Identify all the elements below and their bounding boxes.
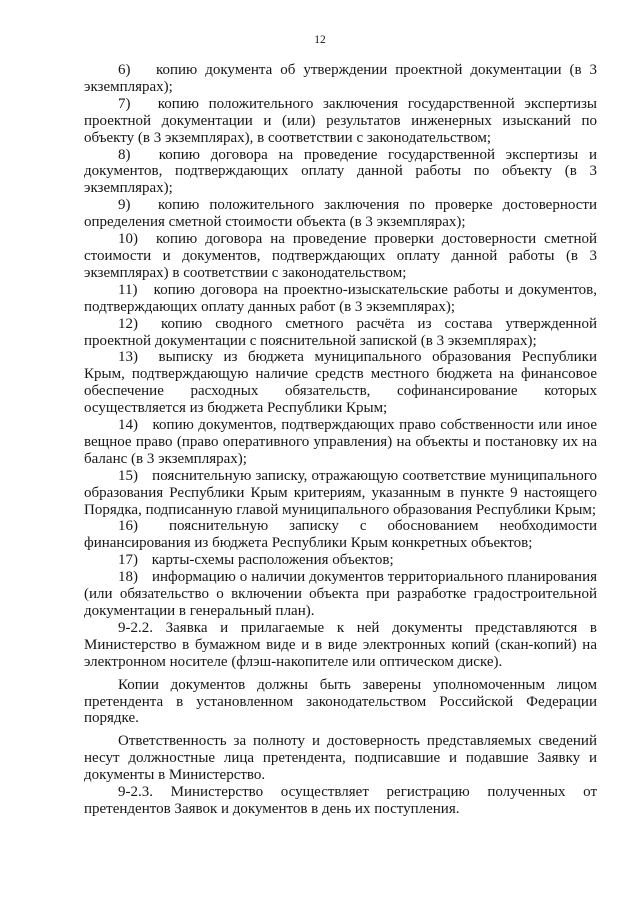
item-text: копию сводного сметного расчёта из состава утвержденной проектной документации с пояснительной запиской (в 3 экземплярах);: [84, 315, 597, 349]
paragraph-9-2-3: 9-2.3. Министерство осуществляет регистрацию полученных от претендентов Заявок и документов в день их поступления.: [84, 784, 597, 817]
list-item-18: [84, 569, 597, 620]
list-item-14: [84, 417, 597, 468]
item-number: 7): [118, 95, 131, 112]
item-text: карты-схемы расположения объектов;: [151, 552, 394, 569]
item-number: 10): [118, 231, 138, 248]
item-number: 8): [118, 146, 131, 163]
list-item-11: [84, 282, 597, 316]
item-number: 14): [118, 417, 138, 434]
list-item-10: [84, 231, 597, 282]
list-item-13: [84, 349, 597, 417]
item-number: 6): [118, 62, 131, 78]
item-number: 18): [118, 569, 138, 586]
list-item-15: [84, 468, 597, 519]
page-number: 12: [314, 34, 326, 46]
item-text: копию положительного заключения государственной экспертизы проектной документации и (или) результатов инженерных изысканий по объекту (в 3 экземплярах), в соответствии с законодательством;: [84, 95, 597, 146]
list-item-9: [84, 197, 597, 231]
paragraph-9-2-2: 9-2.2. Заявка и прилагаемые к ней документы представляются в Министерство в бумажном виде и в виде электронных копий (скан-копий) на электронном носителе (флэш-накопителе или оптическом диске).: [84, 619, 597, 670]
item-text: копию договора на проведение государственной экспертизы и документов, подтверждающих оплату данной работы по объекту (в 3 экземплярах);: [84, 146, 597, 197]
item-text: пояснительную записку с обоснованием необходимости финансирования из бюджета Республики Крым конкретных объектов;: [84, 518, 598, 552]
list-item-8: [84, 147, 597, 198]
item-number: 15): [118, 467, 138, 484]
list-item-17: [84, 552, 597, 569]
item-text: информацию о наличии документов территориального планирования (или обязательство о включении объекта при разработке градостроительной документации в генеральный план).: [84, 569, 597, 619]
document-body: [84, 62, 597, 818]
item-number: 9): [118, 197, 131, 214]
list-item-7: [84, 96, 597, 147]
paragraph-responsibility: Ответственность за полноту и достоверность представляемых сведений несут должностные лица претендента, подписавшие и подавшие Заявку и документы в Министерство.: [84, 733, 597, 784]
item-text: копию договора на проектно-изыскательские работы и документов, подтверждающих оплату данных работ (в 3 экземплярах);: [84, 281, 598, 315]
item-number: 16): [118, 518, 138, 535]
item-text: копию документов, подтверждающих право собственности или иное вещное право (право оперативного управления) на объекты и постановку их на баланс (в 3 экземплярах);: [84, 417, 598, 467]
item-number: 17): [118, 552, 138, 569]
item-number: 11): [118, 281, 138, 298]
item-number: 12): [118, 315, 138, 332]
list-item-12: [84, 316, 597, 350]
paragraph-copies-certification: Копии документов должны быть заверены уполномоченным лицом претендента в установленном законодательством Российской Федерации порядке.: [84, 676, 597, 727]
list-item-16: [84, 518, 597, 552]
item-text: копию положительного заключения по проверке достоверности определения сметной стоимости объекта (в 3 экземплярах);: [84, 197, 597, 231]
item-text: копию документа об утверждении проектной документации (в 3 экземплярах);: [84, 62, 597, 95]
item-text: выписку из бюджета муниципального образования Республики Крым, подтверждающую наличие средств местного бюджета на финансовое обеспечение расходных обязательств, софинансирование которых осуществляется из бюджета Республики Крым;: [84, 349, 597, 417]
item-text: пояснительную записку, отражающую соответствие муниципального образования Республики Крым критериям, указанным в пункте 9 настоящего Порядка, подписанную главой муниципального образования Республики Крым;: [84, 467, 598, 518]
item-number: 13): [118, 349, 138, 366]
item-text: копию договора на проведение проверки достоверности сметной стоимости и документов, подтверждающих оплату данной работы (в 3 экземплярах) в соответствии с законодательством;: [84, 231, 597, 281]
list-item-6: [84, 62, 597, 96]
